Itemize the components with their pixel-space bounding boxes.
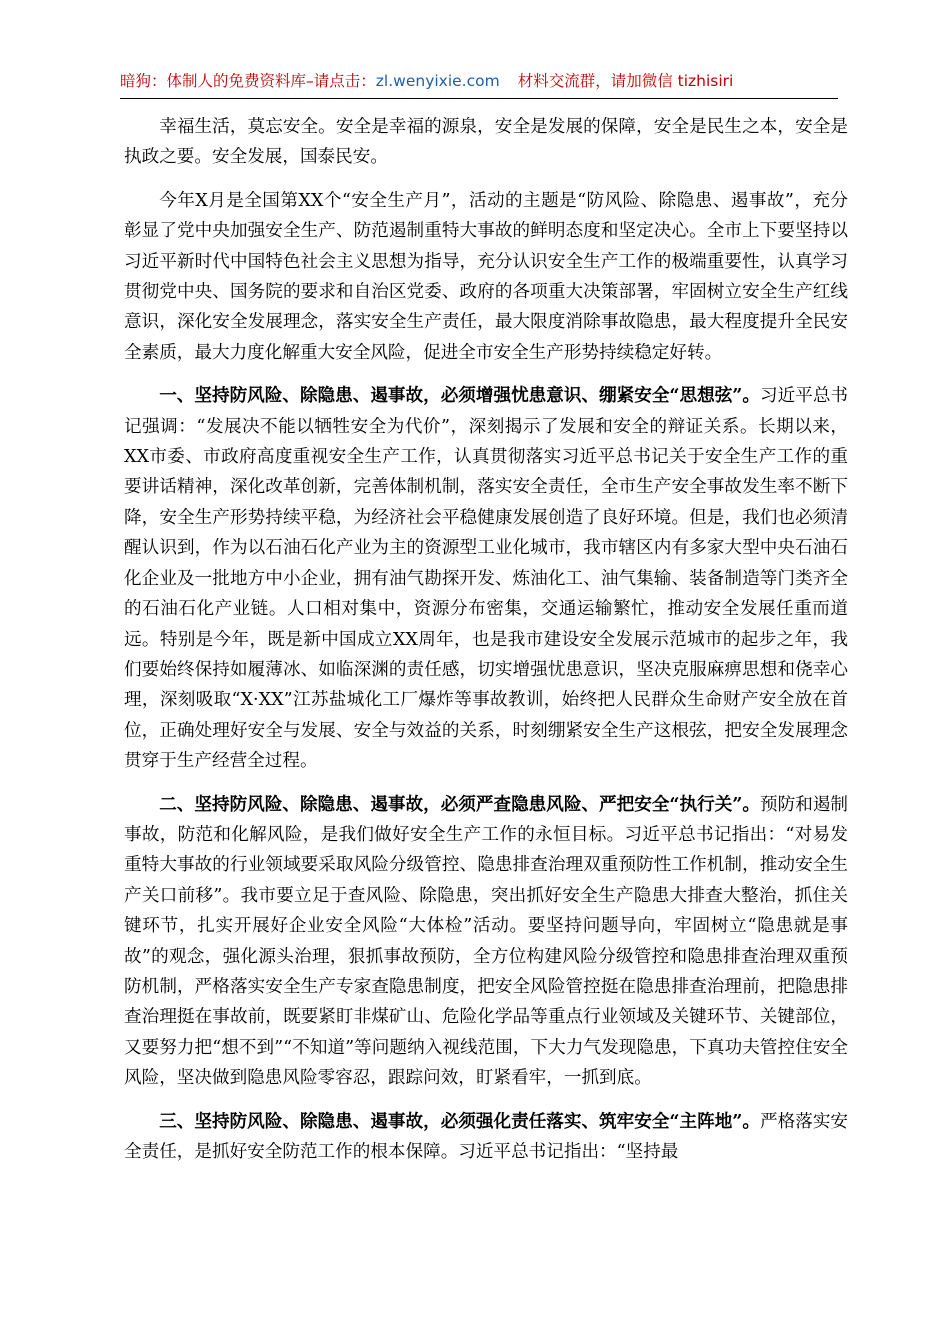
header-site-name: 暗狗：体制人的免费资料库 bbox=[120, 72, 307, 90]
section-3-text: 严格落实安全责任，是抓好安全防范工作的根本保障。习近平总书记指出：“坚持最 bbox=[124, 1111, 849, 1162]
page-header bbox=[120, 68, 838, 99]
section-2-heading: 二、坚持防风险、除隐患、遏事故，必须严查隐患风险、严把安全“执行关”。 bbox=[159, 793, 761, 815]
section-2 bbox=[124, 790, 848, 1094]
header-group-note: 材料交流群，请加微信 tizhisiri bbox=[517, 72, 734, 90]
section-1-text: 习近平总书记强调：“发展决不能以牺牲安全为代价”，深刻揭示了发展和安全的辩证关系。长期以来，XX市委、市政府高度重视安全生产工作，认真贯彻落实习近平总书记关于安全生产工作的重要讲话精神，深化改革创新，完善体制机制，落实安全责任，全市生产安全事故发生率不断下降，安全生产形势持续平稳，为经济社会平稳健康发展创造了良好环境。但是，我们也必须清醒认识到，作为以石油石化产业为主的资源型工业化城市，我市辖区内有多家大型中央石油石化企业及一批地方中小企业，拥有油气勘探开发、炼油化工、油气集输、装备制造等门类齐全的石油石化产业链。人口相对集中，资源分布密集，交通运输繁忙，推动安全发展任重而道远。特别是今年，既是新中国成立XX周年，也是我市建设安全发展示范城市的起步之年，我们要始终保持如履薄冰、如临深渊的责任感，切实增强忧患意识，坚决克服麻痹思想和侥幸心理，深刻吸取“X·XX”江苏盐城化工厂爆炸等事故教训，始终把人民群众生命财产安全放在首位，正确处理好安全与发展、安全与效益的关系，时刻绷紧安全生产这根弦，把安全发展理念贯穿于生产经营全过程。 bbox=[124, 386, 849, 772]
section-1 bbox=[124, 381, 848, 776]
paragraph-theme: 今年X月是全国第XX个“安全生产月”，活动的主题是“防风险、除隐患、遏事故”，充分彰显了党中央加强安全生产、防范遏制重特大事故的鲜明态度和坚定决心。全市上下要坚持以习近平新时代中国特色社会主义思想为指导，充分认识安全生产工作的极端重要性，认真学习贯彻党中央、国务院的要求和自治区党委、政府的各项重大决策部署，牢固树立安全生产红线意识，深化安全发展理念，落实安全生产责任，最大限度消除事故隐患，最大程度提升全民安全素质，最大力度化解重大安全风险，促进全市安全生产形势持续稳定好转。 bbox=[124, 190, 848, 363]
section-1-heading: 一、坚持防风险、除隐患、遏事故，必须增强忧患意识、绷紧安全“思想弦”。 bbox=[159, 385, 761, 407]
header-url-link[interactable]: zl.wenyixie.com bbox=[375, 72, 500, 90]
paragraph-intro: 幸福生活，莫忘安全。安全是幸福的源泉，安全是发展的保障，安全是民生之本，安全是执政之要。安全发展，国泰民安。 bbox=[124, 117, 848, 168]
section-2-text: 预防和遏制事故，防范和化解风险，是我们做好安全生产工作的永恒目标。习近平总书记指出：“对易发重特大事故的行业领域要采取风险分级管控、隐患排查治理双重预防性工作机制，推动安全生产关口前移”。我市要立足于查风险、除隐患，突出抓好安全生产隐患大排查大整治，抓住关键环节，扎实开展好企业安全风险“大体检”活动。要坚持问题导向，牢固树立“隐患就是事故”的观念，强化源头治理，狠抓事故预防，全方位构建风险分级管控和隐患排查治理双重预防机制，严格落实安全生产专家查隐患制度，把安全风险管控挺在隐患排查治理前，把隐患排查治理挺在事故前，既要紧盯非煤矿山、危险化学品等重点行业领域及关键环节、关键部位，又要努力把“想不到”“不知道”等问题纳入视线范围，下大力气发现隐患，下真功夫管控住安全风险，坚决做到隐患风险零容忍，跟踪问效，盯紧看牢，一抓到底。 bbox=[124, 794, 849, 1089]
header-click-prompt: –请点击： bbox=[306, 72, 376, 90]
section-3-heading: 三、坚持防风险、除隐患、遏事故，必须强化责任落实、筑牢安全“主阵地”。 bbox=[159, 1110, 761, 1132]
document-body bbox=[124, 112, 848, 1180]
section-3 bbox=[124, 1107, 848, 1168]
